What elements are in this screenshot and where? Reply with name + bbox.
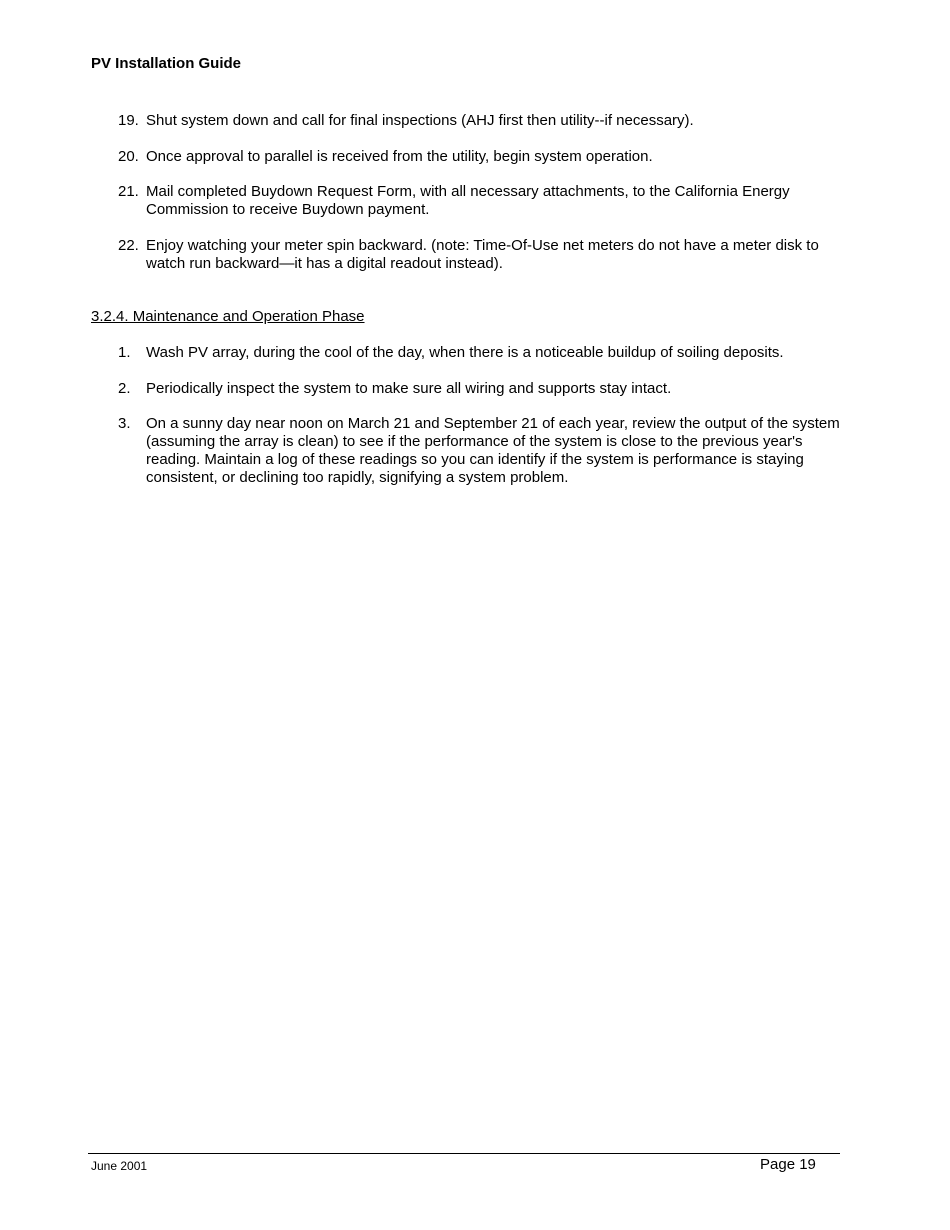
list-item-text: Enjoy watching your meter spin backward. (note: Time-Of-Use net meters do not have a meter disk to watch run backward—it has a digital readout instead).	[146, 236, 819, 272]
list-item-number: 3.	[118, 415, 131, 432]
list-item-number: 21.	[118, 183, 139, 200]
list-item	[91, 148, 851, 166]
footer-divider	[88, 1153, 840, 1154]
footer-page-number: Page 19	[760, 1156, 816, 1173]
list-item-text: Periodically inspect the system to make sure all wiring and supports stay intact.	[146, 379, 672, 397]
list-item-number: 22.	[118, 236, 139, 254]
list-item-number: 19.	[118, 112, 139, 129]
list-item-text: On a sunny day near noon on March 21 and September 21 of each year, review the output of the system (assuming the array is clean) to see if the performance of the system is close to the previous year's reading. Maintain a log of these readings so you can identify if the system is performance is staying consistent, or declining too rapidly, signifying a system problem.	[146, 415, 840, 486]
maintenance-steps-list	[91, 344, 851, 505]
list-item	[91, 237, 851, 273]
page-header-title: PV Installation Guide	[91, 55, 242, 72]
list-item-text: Mail completed Buydown Request Form, with all necessary attachments, to the California Energy Commission to receive Buydown payment.	[146, 183, 790, 218]
installation-steps-list	[91, 112, 851, 290]
list-item	[91, 380, 851, 398]
list-item-text: Wash PV array, during the cool of the day, when there is a noticeable buildup of soiling deposits.	[146, 344, 784, 361]
list-item	[91, 415, 851, 487]
list-item	[91, 183, 851, 219]
list-item	[91, 344, 851, 362]
footer-date: June 2001	[91, 1159, 148, 1173]
list-item-text: Shut system down and call for final inspections (AHJ first then utility--if necessary).	[146, 112, 694, 129]
list-item	[91, 112, 851, 130]
list-item-number: 20.	[118, 147, 139, 165]
list-item-number: 1.	[118, 344, 131, 361]
section-heading: 3.2.4. Maintenance and Operation Phase	[91, 308, 365, 325]
list-item-number: 2.	[118, 379, 131, 397]
list-item-text: Once approval to parallel is received from the utility, begin system operation.	[146, 147, 653, 165]
